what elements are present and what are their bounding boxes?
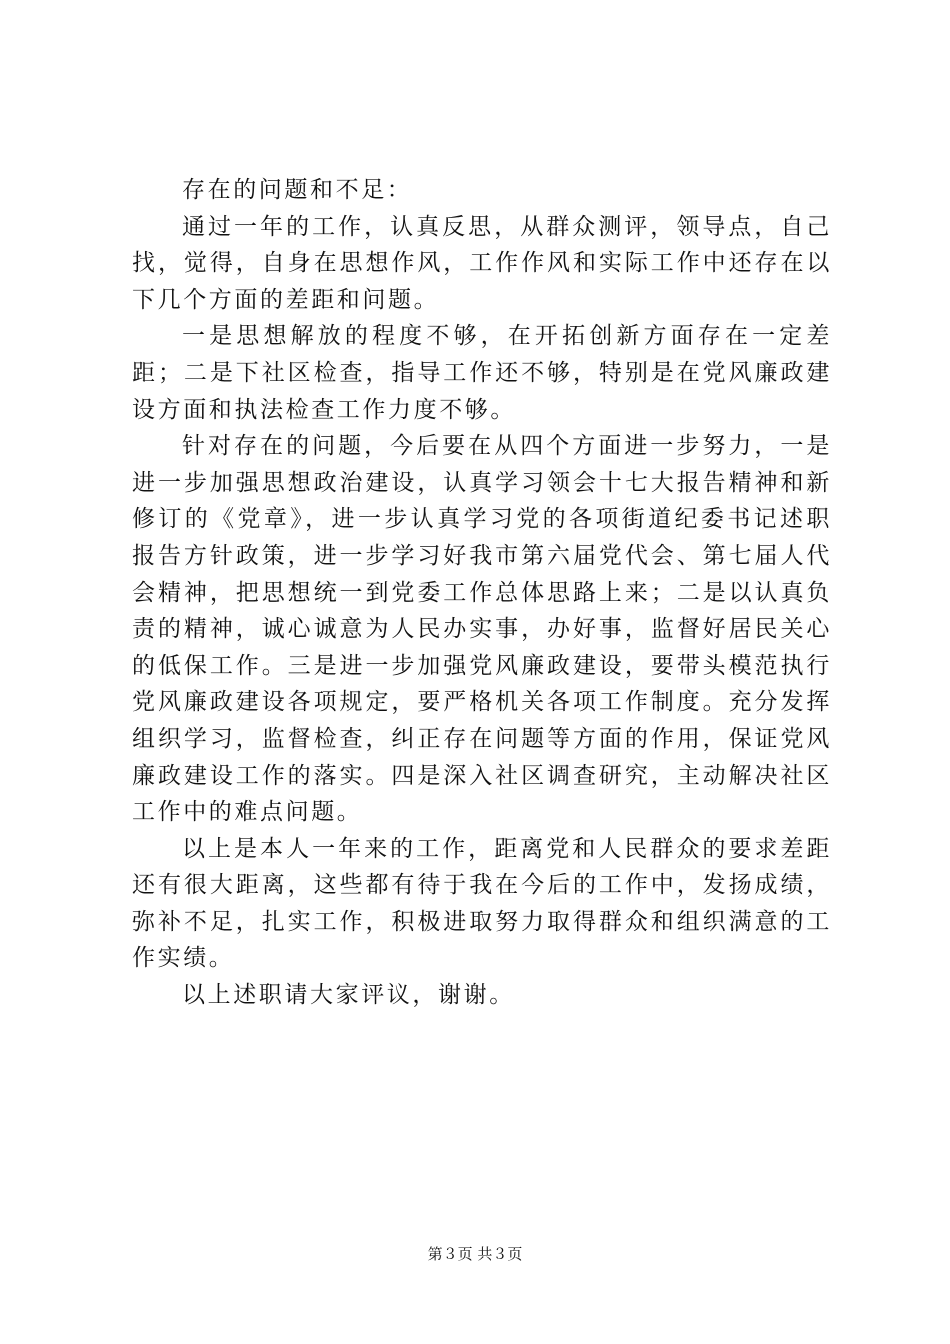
- page-number-footer: 第３页 共３页: [427, 1245, 523, 1263]
- paragraph-summary: 以上是本人一年来的工作，距离党和人民群众的要求差距还有很大距离，这些都有待于我在今后的工作中，发扬成绩，弥补不足，扎实工作，积极进取努力取得群众和组织满意的工作实绩。: [132, 835, 832, 972]
- document-body: [132, 172, 832, 1014]
- paragraph-closing: 以上述职请大家评议，谢谢。: [182, 982, 515, 1009]
- paragraph-shortcomings: 一是思想解放的程度不够，在开拓创新方面存在一定差距；二是下社区检查，指导工作还不够，特别是在党风廉政建设方面和执法检查工作力度不够。: [132, 323, 832, 423]
- paragraph-heading-problems: 存在的问题和不足：: [182, 177, 413, 203]
- paragraph-self-reflection: 通过一年的工作，认真反思，从群众测评，领导点，自己找，觉得，自身在思想作风，工作作风和实际工作中还存在以下几个方面的差距和问题。: [132, 213, 832, 313]
- paragraph-improvement-plan: 针对存在的问题，今后要在从四个方面进一步努力，一是进一步加强思想政治建设，认真学习领会十七大报告精神和新修订的《党章》，进一步认真学习党的各项街道纪委书记述职报告方针政策，进一步学习好我市第六届党代会、第七届人代会精神，把思想统一到党委工作总体思路上来；二是以认真负责的精神，诚心诚意为人民办实事，办好事，监督好居民关心的低保工作。三是进一步加强党风廉政建设，要带头模范执行党风廉政建设各项规定，要严格机关各项工作制度。充分发挥组织学习，监督检查，纠正存在问题等方面的作用，保证党风廉政建设工作的落实。四是深入社区调查研究，主动解决社区工作中的难点问题。: [132, 433, 832, 826]
